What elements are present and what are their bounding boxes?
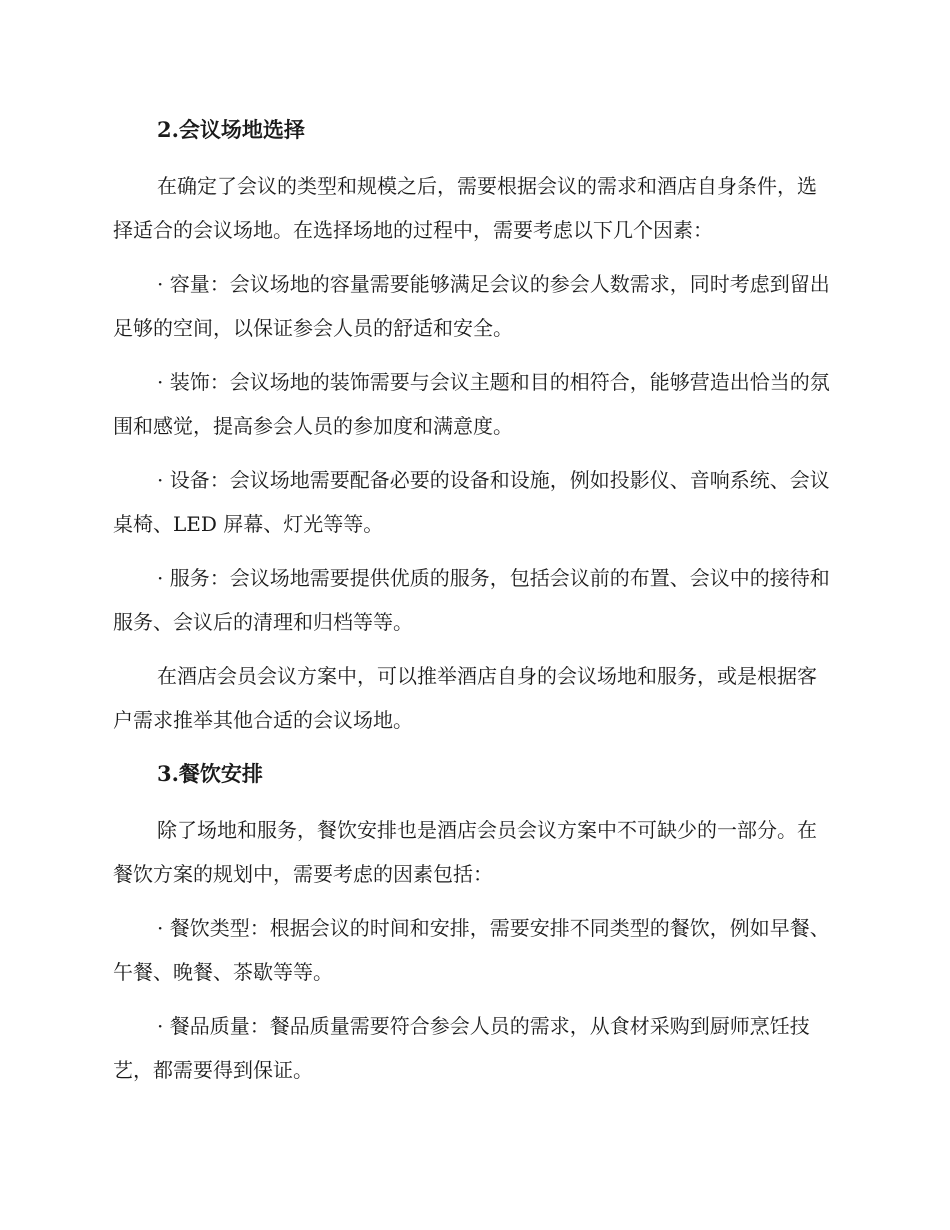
paragraph-catering-intro: 除了场地和服务，餐饮安排也是酒店会员会议方案中不可缺少的一部分。在餐饮方案的规划中，需要考虑的因素包括： — [113, 818, 817, 886]
bullet-service: · 服务：会议场地需要提供优质的服务，包括会议前的布置、会议中的接待和服务、会议后的清理和归档等等。 — [113, 566, 830, 634]
bullet-food-quality: · 餐品质量：餐品质量需要符合参会人员的需求，从食材采购到厨师烹饪技艺，都需要得到保证。 — [113, 1014, 810, 1082]
bullet-equipment: · 设备：会议场地需要配备必要的设备和设施，例如投影仪、音响系统、会议桌椅、LED 屏幕、灯光等等。 — [113, 468, 830, 536]
section-heading-venue: 2.会议场地选择 — [157, 117, 305, 142]
bullet-decoration: · 装饰：会议场地的装饰需要与会议主题和目的相符合，能够营造出恰当的氛围和感觉，提高参会人员的参加度和满意度。 — [113, 370, 830, 438]
bullet-capacity: · 容量：会议场地的容量需要能够满足会议的参会人数需求，同时考虑到留出足够的空间，以保证参会人员的舒适和安全。 — [113, 272, 830, 340]
paragraph-venue-recommendation: 在酒店会员会议方案中，可以推举酒店自身的会议场地和服务，或是根据客户需求推举其他合适的会议场地。 — [113, 664, 817, 732]
paragraph-venue-intro: 在确定了会议的类型和规模之后，需要根据会议的需求和酒店自身条件，选择适合的会议场地。在选择场地的过程中，需要考虑以下几个因素： — [113, 174, 817, 242]
bullet-catering-type: · 餐饮类型：根据会议的时间和安排，需要安排不同类型的餐饮，例如早餐、午餐、晚餐、茶歇等等。 — [113, 916, 830, 984]
section-heading-catering: 3.餐饮安排 — [157, 761, 263, 786]
document-page — [113, 108, 835, 1102]
